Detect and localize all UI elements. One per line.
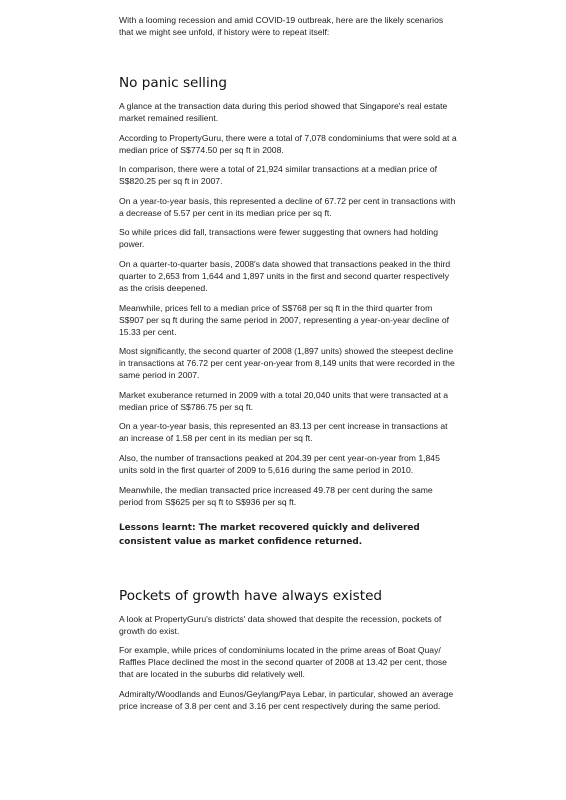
paragraph: On a quarter-to-quarter basis, 2008's data showed that transactions peaked in the third quarter to 2,653 from 1,644 and 1,897 units in the first and second quarter respectively as the crisis deepened.: [119, 258, 451, 293]
paragraph: According to PropertyGuru, there were a total of 7,078 condominiums that were sold at a median price of S$774.50 per sq ft in 2008.: [119, 132, 457, 155]
section-heading-pockets-of-growth: Pockets of growth have always existed: [119, 587, 383, 604]
paragraph: A look at PropertyGuru's districts' data showed that despite the recession, pockets of growth do exist.: [119, 613, 442, 636]
intro-paragraph: With a looming recession and amid COVID-19 outbreak, here are the likely scenarios that we might see unfold, if history were to repeat itself:: [119, 15, 444, 37]
article-content: [119, 14, 459, 719]
section-heading-no-panic-selling: No panic selling: [119, 75, 227, 91]
paragraph: So while prices did fall, transactions were fewer suggesting that owners had holding power.: [119, 227, 438, 250]
paragraph: Also, the number of transactions peaked at 204.39 per cent year-on-year from 1,845 units sold in the first quarter of 2009 to 5,616 during the same period in 2010.: [119, 452, 440, 475]
paragraph: On a year-to-year basis, this represented an 83.13 per cent increase in transactions at an increase of 1.58 per cent in its median per sq ft.: [119, 421, 448, 444]
paragraph: Meanwhile, the median transacted price increased 49.78 per cent during the same period from S$625 per sq ft to S$936 per sq ft.: [119, 484, 433, 507]
paragraph: For example, while prices of condominiums located in the prime areas of Boat Quay/ Raffles Place declined the most in the second quarter of 2008 at 13.42 per cent, those that are located in the suburbs did relatively well.: [119, 645, 447, 680]
paragraph: On a year-to-year basis, this represented a decline of 67.72 per cent in transactions with a decrease of 5.57 per cent in its median price per sq ft.: [119, 195, 456, 218]
paragraph: Admiralty/Woodlands and Eunos/Geylang/Paya Lebar, in particular, showed an average price increase of 3.8 per cent and 3.16 per cent respectively during the same period.: [119, 688, 454, 711]
paragraph: Market exuberance returned in 2009 with a total 20,040 units that were transacted at a median price of S$786.75 per sq ft.: [119, 389, 449, 412]
lessons-learnt-callout: Lessons learnt: The market recovered quickly and delivered consistent value as market confidence returned.: [119, 522, 420, 548]
paragraph: Most significantly, the second quarter of 2008 (1,897 units) showed the steepest decline in transactions at 76.72 per cent year-on-year from 8,149 units that were recorded in the same period in 2007.: [119, 346, 455, 381]
paragraph: Meanwhile, prices fell to a median price of S$768 per sq ft in the third quarter from S$907 per sq ft during the same period in 2007, representing a year-on-year decline of 15.33 per cent.: [119, 302, 450, 337]
paragraph: In comparison, there were a total of 21,924 similar transactions at a median price of S$820.25 per sq ft in 2007.: [119, 164, 438, 187]
paragraph: A glance at the transaction data during this period showed that Singapore's real estate market remained resilient.: [119, 101, 448, 123]
